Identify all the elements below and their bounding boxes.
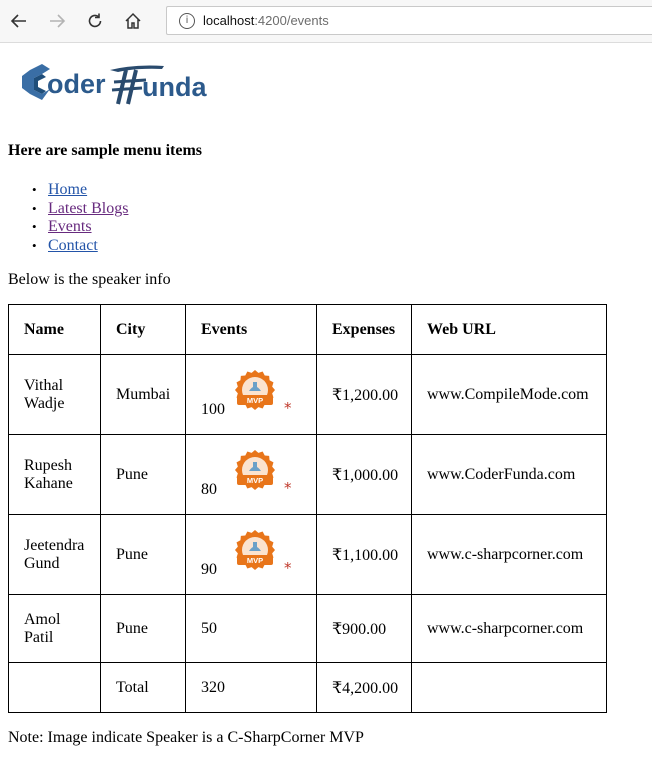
cell-web-url: www.CompileMode.com: [412, 355, 607, 435]
table-header-row: [9, 305, 607, 355]
events-count: 100: [201, 401, 225, 418]
cell-city: Pune: [101, 515, 186, 595]
speaker-intro-text: Below is the speaker info: [8, 271, 171, 288]
cell-name: [9, 515, 101, 595]
svg-text:oder: oder: [47, 69, 106, 99]
menu-item-contact: [28, 237, 128, 256]
name-first: Jeetendra: [24, 536, 85, 554]
refresh-icon[interactable]: [82, 8, 108, 34]
menu-link-latest-blogs[interactable]: Latest Blogs: [48, 199, 129, 217]
name-first: Vithal: [24, 376, 64, 394]
total-expenses: ₹4,200.00: [317, 663, 412, 713]
mvp-marker: *: [284, 399, 292, 417]
cell-events: [186, 355, 317, 435]
total-label: Total: [101, 663, 186, 713]
cell-city: Mumbai: [101, 355, 186, 435]
cell-expenses: ₹1,100.00: [317, 515, 412, 595]
cell-city: Pune: [101, 595, 186, 663]
menu-item-events: [28, 218, 128, 237]
menu-item-home: [28, 181, 128, 200]
menu-list: [28, 181, 128, 255]
cell-events: 50: [186, 595, 317, 663]
name-last: Kahane: [24, 474, 73, 492]
mvp-note: Note: Image indicate Speaker is a C-SharpCorner MVP: [8, 729, 364, 746]
cell-web-url: www.CoderFunda.com: [412, 435, 607, 515]
url-host: localhost: [203, 13, 255, 28]
cell-city: Pune: [101, 435, 186, 515]
url-path: :4200/events: [254, 13, 329, 28]
table-row: [9, 435, 607, 515]
cell-url-empty: [412, 663, 607, 713]
info-icon[interactable]: i: [179, 13, 195, 29]
name-first: Amol: [24, 610, 61, 628]
header-web-url: Web URL: [412, 305, 607, 355]
mvp-marker: *: [284, 559, 292, 577]
svg-text:MVP: MVP: [246, 476, 264, 485]
forward-arrow-icon[interactable]: [44, 8, 70, 34]
back-arrow-icon[interactable]: [6, 8, 32, 34]
header-events: Events: [186, 305, 317, 355]
speaker-table: [8, 304, 607, 713]
header-name: Name: [9, 305, 101, 355]
menu-heading: Here are sample menu items: [8, 142, 203, 159]
mvp-marker: *: [284, 479, 292, 497]
cell-expenses: ₹1,200.00: [317, 355, 412, 435]
table-row: [9, 595, 607, 663]
cell-name-empty: [9, 663, 101, 713]
cell-web-url: www.c-sharpcorner.com: [412, 595, 607, 663]
cell-name: [9, 355, 101, 435]
menu-link-contact[interactable]: Contact: [48, 236, 98, 254]
home-icon[interactable]: [120, 8, 146, 34]
svg-text:MVP: MVP: [246, 396, 264, 405]
svg-text:MVP: MVP: [246, 556, 264, 565]
header-expenses: Expenses: [317, 305, 412, 355]
mvp-badge-icon: [229, 529, 281, 575]
url-text[interactable]: [203, 13, 329, 28]
svg-text:unda: unda: [142, 72, 207, 102]
cell-events: [186, 515, 317, 595]
address-bar[interactable]: [166, 6, 652, 35]
header-city: City: [101, 305, 186, 355]
mvp-badge-icon: [229, 449, 281, 495]
menu-item-latest-blogs: [28, 200, 128, 219]
events-count: 90: [201, 561, 217, 578]
table-row: [9, 355, 607, 435]
menu-link-home[interactable]: Home: [48, 181, 88, 198]
cell-name: [9, 595, 101, 663]
table-total-row: [9, 663, 607, 713]
cell-expenses: ₹1,000.00: [317, 435, 412, 515]
cell-events: [186, 435, 317, 515]
total-events: 320: [186, 663, 317, 713]
name-last: Patil: [24, 628, 54, 646]
events-count: 80: [201, 481, 217, 498]
table-row: [9, 515, 607, 595]
name-last: Wadje: [24, 394, 65, 412]
cell-web-url: www.c-sharpcorner.com: [412, 515, 607, 595]
menu-link-events[interactable]: Events: [48, 218, 92, 235]
cell-name: [9, 435, 101, 515]
browser-toolbar: [0, 0, 652, 43]
cell-expenses: ₹900.00: [317, 595, 412, 663]
name-last: Gund: [24, 554, 60, 572]
name-first: Rupesh: [24, 456, 72, 474]
mvp-badge-icon: [229, 369, 281, 415]
coderfunda-logo: [14, 60, 209, 110]
